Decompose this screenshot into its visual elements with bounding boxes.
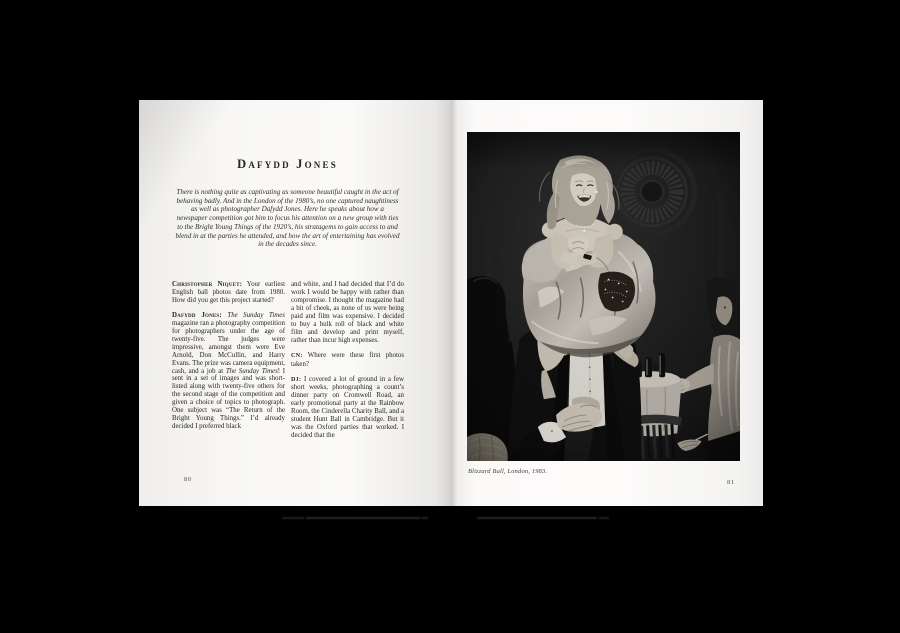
magazine-spread <box>139 100 763 506</box>
article-intro: There is nothing quite as captivating as someone beautiful caught in the act of behaving badly. And in the London of the 1980’s, no one captured naughtiness as well as photographer Dafydd Jones. Here he speaks about how a newspaper competition got him to focus his attention on a new group with ties to the Bright Young Things of the 1920’s, his stratagems to gain access to and blend in at the parties he attended, and how the art of entertaining has evolved in the decades since. <box>175 188 400 249</box>
text-columns <box>172 281 405 447</box>
text-column-2 <box>291 281 404 447</box>
paragraph-answer-1-continued: and white, and I had decided that I’d do work I would be happy with rather than compromise. I thought the magazine had a bit of cheek, as none of us were being paid and film was expensive. I decided to buy a bulk roll of black and white film and develop and print myself, rather than incur high expenses. <box>291 281 404 344</box>
page-number-right: 81 <box>727 479 735 486</box>
paragraph-question-1: Christopher Niquet: Your earliest English ball photos date from 1980. How did you get this project started? <box>172 281 285 304</box>
page-reflection <box>282 517 304 519</box>
left-page <box>139 100 451 506</box>
page-reflection <box>421 517 428 519</box>
page-reflection <box>306 517 420 519</box>
photo-blizzard-ball <box>467 132 740 461</box>
paragraph-answer-1: Dafydd Jones: The Sunday Times magazine ran a photography competition for photographers under the age of twenty-five. The judges were impressive, amongst them were Eve Arnold, Don McCullin, and Harry Evans. The prize was camera equipment, cash, and a job at The Sunday Times! I sent in a set of images and was short-listed along with twenty-five others for the second stage of the competition and given a choice of topics to photograph. One subject was “The Return of the Bright Young Things.” I’d already decided I preferred black <box>172 311 285 431</box>
page-number-left: 80 <box>184 476 192 483</box>
right-page <box>451 100 763 506</box>
photo-figure <box>467 132 740 475</box>
article-title: Dafydd Jones <box>237 157 338 171</box>
page-reflection <box>477 517 597 519</box>
paragraph-answer-2: DJ: I covered a lot of ground in a few short weeks, photographing a count’s dinner party on Cromwell Road, an early promotional party at the Rainbow Room, the Cinderella Charity Ball, and a student Hunt Ball in Cambridge. But it was the Oxford parties that worked. I decided that the <box>291 375 404 440</box>
paragraph-question-2: CN: Where were these first photos taken? <box>291 351 404 368</box>
photo-caption: Blizzard Ball, London, 1983. <box>468 468 548 475</box>
page-reflection <box>599 517 609 519</box>
text-column-1 <box>172 281 285 447</box>
